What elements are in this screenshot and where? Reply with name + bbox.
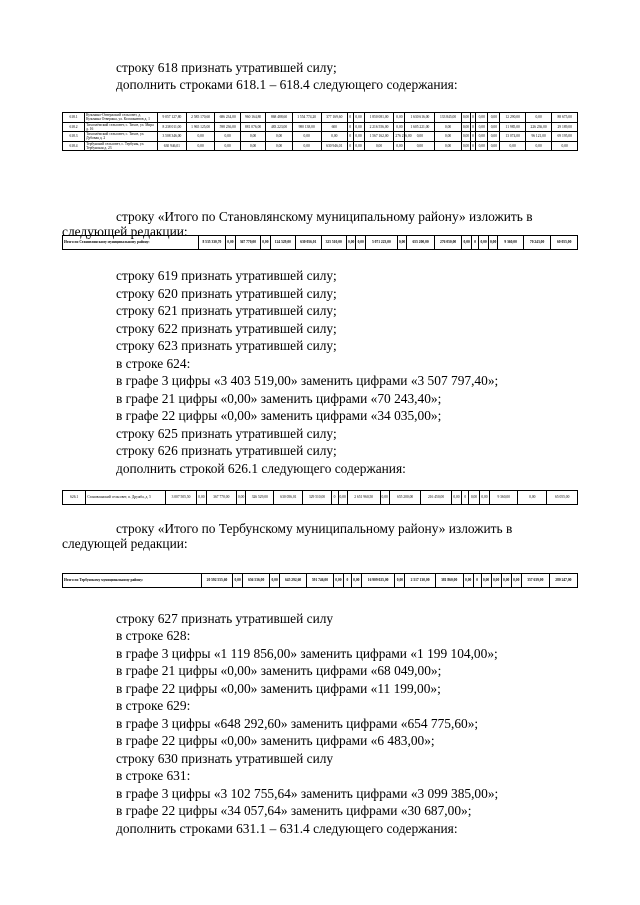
table-cell: 326 529,00	[246, 491, 274, 505]
paragraph-terbunsky	[62, 521, 578, 551]
instruction-line: в графе 3 цифры «1 119 856,00» заменить цифрами «1 199 104,00»;	[116, 646, 498, 661]
table-cell: 96 121,00	[525, 132, 552, 142]
table-cell: 2 216 556,00	[364, 122, 394, 132]
table-cell: 0,00	[501, 574, 511, 588]
table-cell: 0,00	[476, 122, 488, 132]
table-cell: 133 845,00	[435, 113, 462, 123]
table-cell: 12 290,00	[500, 113, 525, 123]
instruction-line: строку 627 признать утратившей силу	[116, 611, 334, 626]
table-cell: 0,00	[476, 113, 488, 123]
table-cell: 618.4	[63, 141, 85, 151]
table-cell: 0,00	[236, 491, 245, 505]
table-cell: 0,00	[240, 132, 265, 142]
table-cell: 1 567 162,00	[364, 132, 394, 142]
table-cell: 0,00	[395, 574, 405, 588]
table-cell: 591 746,00	[307, 574, 334, 588]
table-cell: 16 909 025,00	[361, 574, 395, 588]
table-cell: 0,00	[476, 141, 488, 151]
table-cell: 0,00	[226, 236, 236, 250]
table-row	[63, 113, 578, 123]
table-cell: 980 138,00	[292, 122, 321, 132]
table-cell: 0,00	[186, 132, 215, 142]
row-626-1-table	[62, 490, 578, 505]
instruction-line: в графе 3 цифры «3 102 755,64» заменить цифрами «3 099 385,00»;	[116, 786, 499, 801]
table-cell: 88 675,00	[552, 113, 578, 123]
table-cell: 0,00	[435, 122, 462, 132]
table-cell: 0,00	[270, 574, 280, 588]
table-cell: 0,00	[405, 141, 435, 151]
table-cell: 0,00	[405, 132, 435, 142]
table-cell: 0,00	[215, 141, 240, 151]
table-cell: 0,00	[353, 141, 364, 151]
table-cell: 2 517 130,00	[405, 574, 435, 588]
table-cell: 0,00	[488, 122, 500, 132]
table-cell: 0,00	[552, 141, 578, 151]
table-cell: 1 630 616,00	[405, 113, 435, 123]
table-cell: 13 074,00	[500, 132, 525, 142]
table-cell: 0,00	[233, 574, 243, 588]
table-cell: 0,00	[186, 141, 215, 151]
instruction-line: строку 630 признать утратившей силу	[116, 751, 334, 766]
table-cell: 0,00	[321, 132, 348, 142]
table-cell: 0,00	[394, 113, 405, 123]
table-cell: 626.1	[63, 491, 86, 505]
table-cell: 0,00	[353, 132, 364, 142]
table-cell-name: Тербунский сельсовет, с. Тербуны, ул. Тербунская д. 23	[85, 141, 158, 151]
table-cell: 0,00	[525, 141, 552, 151]
table-cell: 618.1	[63, 113, 85, 123]
table-cell: 0,00	[511, 574, 521, 588]
table-cell: 0,00	[435, 132, 462, 142]
table-cell: 1 850 081,00	[364, 113, 394, 123]
instruction-line: строку 622 признать утратившей силу;	[116, 321, 337, 336]
instruction-line: в графе 22 цифры «0,00» заменить цифрами «34 035,00»;	[116, 408, 442, 423]
table-cell: 124 529,00	[270, 236, 295, 250]
table-cell: 367 770,00	[206, 491, 236, 505]
table-cell: 0,00	[338, 491, 347, 505]
table-cell: 0,00	[463, 574, 473, 588]
table-cell: 0,00	[351, 574, 361, 588]
total-stanovlyansky-table	[62, 235, 578, 250]
table-cell: 9 360,00	[490, 491, 518, 505]
table-cell-name: Тихоплёмский сельсовет, с. Тихое, ул. Мира д. 16	[85, 122, 158, 132]
table-cell: 0,00	[488, 132, 500, 142]
table-cell: 9 057 127,80	[158, 113, 187, 123]
table-cell: 483 223,00	[266, 122, 293, 132]
table-cell: 0,00	[292, 141, 321, 151]
instruction-line: в графе 22 цифры «34 057,64» заменить цифрами «30 687,00»;	[116, 803, 472, 818]
table-cell: 1 554 774,20	[292, 113, 321, 123]
table-cell: 0,00	[476, 132, 488, 142]
table-cell: 0	[331, 491, 338, 505]
table-cell: 0	[473, 574, 481, 588]
table-cell: 276 050,00	[434, 236, 462, 250]
instruction-line: в строке 631:	[116, 768, 191, 783]
rows-table-618	[62, 112, 578, 151]
table-cell: 0,00	[215, 132, 240, 142]
table-cell: 0,00	[488, 236, 498, 250]
instruction-line: в строке 624:	[116, 356, 191, 371]
table-cell: 0	[348, 141, 354, 151]
table-cell: 0,00	[380, 491, 389, 505]
table-cell: 600	[321, 122, 348, 132]
instruction-line: в графе 21 цифры «0,00» заменить цифрами «68 049,00»;	[116, 663, 442, 678]
instruction-line: в графе 22 цифры «0,00» заменить цифрами «6 483,00»;	[116, 733, 435, 748]
instruction-line: в строке 629:	[116, 698, 191, 713]
table-cell: 0,00	[333, 574, 343, 588]
table-row	[63, 491, 578, 505]
table-cell: 329 510,00	[303, 491, 331, 505]
table-cell: 1 965 125,00	[186, 122, 215, 132]
table-cell: 20 592 555,60	[201, 574, 232, 588]
table-cell: 655 200,00	[389, 491, 421, 505]
table-cell: 0,00	[240, 141, 265, 151]
table-cell: 11 985,00	[500, 122, 525, 132]
table-cell: 0,00	[500, 141, 525, 151]
table-row	[63, 141, 578, 151]
table-cell-name: Тихоплёмский сельсовет, с. Тихое, ул. Дубовая д. 2	[85, 132, 158, 142]
instruction-line: в графе 3 цифры «648 292,60» заменить цифрами «654 775,60»;	[116, 716, 479, 731]
table-cell-name: Становлянский сельсовет, п. Дружба, д. 5	[86, 491, 165, 505]
table-row	[63, 574, 578, 588]
paragraph-first-line: строку «Итого по Становлянскому муниципальному району» изложить в	[116, 209, 533, 224]
table-cell: 0,00	[353, 113, 364, 123]
table-cell: 70 243,00	[523, 236, 551, 250]
instruction-line: строку 621 признать утратившей силу;	[116, 303, 337, 318]
table-cell: 0	[470, 132, 476, 142]
paragraph-second-line: следующей редакции:	[62, 224, 188, 239]
table-cell: 9 360,00	[498, 236, 523, 250]
total-terbunsky-table	[62, 573, 578, 588]
table-cell: 0,00	[488, 113, 500, 123]
table-cell: 0,00	[451, 491, 462, 505]
table-cell: 960 164,80	[240, 113, 265, 123]
instruction-line: строку 625 признать утратившей силу;	[116, 426, 337, 441]
table-cell: 0,00	[197, 491, 206, 505]
instruction-line: в строке 628:	[116, 628, 191, 643]
table-cell: 357 639,00	[521, 574, 549, 588]
table-cell-name: Итого по Тербунскому муниципальному району:	[63, 574, 202, 588]
table-cell: 656 536,00	[243, 574, 270, 588]
table-cell: 0,00	[461, 132, 470, 142]
table-cell: 0	[343, 574, 351, 588]
table-cell: 0,00	[525, 113, 552, 123]
table-cell-name: Кузьмино-Отвержский сельсовет, д. Кузьмина Отвержка, ул. Космонавтов д. 1	[85, 113, 158, 123]
table-cell: 0,00	[461, 122, 470, 132]
table-cell: 280 247,00	[549, 574, 577, 588]
table-cell: 5 071 223,00	[365, 236, 397, 250]
table-cell: 0,00	[435, 141, 462, 151]
table-cell: 29 189,00	[552, 122, 578, 132]
table-cell: 377 169,60	[321, 113, 348, 123]
table-cell: 0	[348, 113, 354, 123]
table-cell: 2 585 170,60	[186, 113, 215, 123]
table-cell: 0,00	[479, 236, 489, 250]
table-row	[63, 122, 578, 132]
table-cell: 2 651 960,50	[347, 491, 380, 505]
table-cell: 0	[470, 113, 476, 123]
table-cell: 630 946,01	[158, 141, 187, 151]
table-cell: 0,00	[261, 236, 271, 250]
table-cell: 618.3	[63, 132, 85, 142]
table-cell: 881 076,00	[240, 122, 265, 132]
table-cell: 0,00	[346, 236, 356, 250]
table-cell: 0,00	[462, 236, 472, 250]
instruction-line: дополнить строкой 626.1 следующего содержания:	[116, 461, 406, 476]
table-cell: 1 605 221,00	[405, 122, 435, 132]
instruction-line: строку 620 признать утратившей силу;	[116, 286, 337, 301]
table-cell: 0	[462, 491, 469, 505]
instruction-line: в графе 21 цифры «0,00» заменить цифрами «70 243,40»;	[116, 391, 442, 406]
table-cell: 0,00	[266, 141, 293, 151]
table-cell: 276 216,00	[394, 132, 405, 142]
table-cell: 3 508 346,00	[158, 132, 187, 142]
table-cell: 0,00	[353, 122, 364, 132]
table-cell: 655 200,00	[407, 236, 435, 250]
table-row	[63, 236, 578, 250]
table-cell: 381 860,00	[435, 574, 463, 588]
instruction-line: дополнить строками 631.1 – 631.4 следующего содержания:	[116, 821, 458, 836]
table-cell: 686 234,00	[215, 113, 240, 123]
table-cell: 325 510,00	[321, 236, 346, 250]
table-cell: 0	[348, 122, 354, 132]
table-cell: 0,00	[266, 132, 293, 142]
table-cell-name: Итого по Становлянскому муниципальному району:	[63, 236, 199, 250]
table-cell: 0,00	[479, 491, 490, 505]
table-row	[63, 132, 578, 142]
paragraph-second-line: следующей редакции:	[62, 536, 188, 551]
table-cell: 0,00	[292, 132, 321, 142]
table-cell: 645 292,60	[280, 574, 307, 588]
paragraph-first-line: строку «Итого по Тербунскому муниципальному району» изложить в	[116, 521, 513, 536]
table-cell: 8 238 011,00	[158, 122, 187, 132]
table-cell: 0	[470, 122, 476, 132]
instruction-line: в графе 3 цифры «3 403 519,00» заменить цифрами «3 507 797,40»;	[116, 373, 499, 388]
table-cell: 0,00	[394, 141, 405, 151]
table-cell: 630 946,01	[321, 141, 348, 151]
table-cell: 868 488,60	[266, 113, 293, 123]
instruction-line: строку 619 признать утратившей силу;	[116, 268, 337, 283]
table-cell: 0,00	[461, 141, 470, 151]
table-cell: 0	[348, 132, 354, 142]
instruction-line: строку 626 признать утратившей силу;	[116, 443, 337, 458]
table-cell: 65 055,00	[547, 491, 578, 505]
table-cell: 0	[470, 141, 476, 151]
instruction-line: строку 618 признать утратившей силу;	[116, 60, 337, 75]
table-cell: 630 056,01	[296, 236, 321, 250]
table-cell: 0,00	[461, 113, 470, 123]
table-cell: 0,00	[469, 491, 480, 505]
table-cell: 0,00	[481, 574, 491, 588]
table-cell: 0,00	[397, 236, 407, 250]
table-cell: 60 055,00	[551, 236, 578, 250]
table-cell: 0,00	[518, 491, 547, 505]
table-cell: 0,00	[488, 141, 500, 151]
table-cell: 69 195,00	[552, 132, 578, 142]
table-cell: 367 770,00	[235, 236, 260, 250]
table-cell: 3 007 505,50	[165, 491, 197, 505]
table-cell: 8 535 330,70	[198, 236, 226, 250]
table-cell: 598 236,00	[215, 122, 240, 132]
table-cell: 630 056,01	[274, 491, 303, 505]
instruction-line: строку 623 признать утратившей силу;	[116, 338, 337, 353]
table-cell: 0,00	[394, 122, 405, 132]
table-cell: 0,00	[356, 236, 366, 250]
table-cell: 0,00	[364, 141, 394, 151]
instruction-line: в графе 22 цифры «0,00» заменить цифрами «11 199,00»;	[116, 681, 441, 696]
table-cell: 226 236,00	[525, 122, 552, 132]
table-cell: 216 450,00	[421, 491, 451, 505]
table-cell: 0	[471, 236, 478, 250]
table-cell: 618.2	[63, 122, 85, 132]
instruction-line: дополнить строками 618.1 – 618.4 следующего содержания:	[116, 77, 458, 92]
table-cell: 0,00	[491, 574, 501, 588]
